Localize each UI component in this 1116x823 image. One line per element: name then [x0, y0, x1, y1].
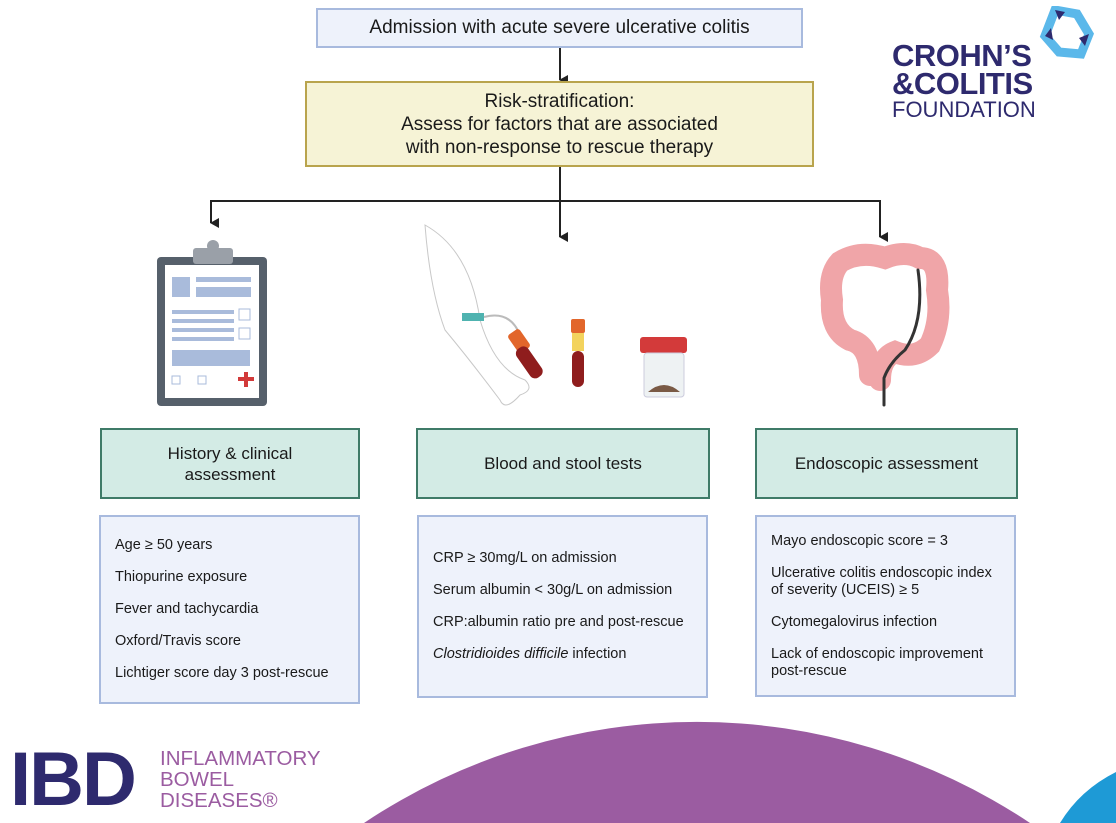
ibd-logo-text [160, 748, 321, 811]
list-item: Lack of endoscopic improvement post-rescue [771, 645, 983, 679]
admission-text: Admission with acute severe ulcerative colitis [369, 17, 750, 38]
list-item [433, 646, 692, 663]
category-title: Blood and stool tests [484, 454, 642, 473]
blood-stool-factors-list [417, 515, 708, 698]
ccf-logo [892, 38, 1036, 122]
clipboard-icon [157, 240, 267, 406]
ccf-logo-line: FOUNDATION [892, 97, 1036, 122]
list-item: Age ≥ 50 years [115, 537, 213, 553]
blood-tube-icon [571, 319, 585, 387]
list-item: CRP:albumin ratio pre and post-rescue [433, 614, 684, 630]
category-title: History & clinical assessment [167, 443, 293, 484]
category-history [100, 428, 360, 499]
purple-circle [364, 722, 1030, 823]
list-item-rest: infection [568, 646, 627, 662]
list-item: Mayo endoscopic score = 3 [771, 532, 948, 549]
list-item: CRP ≥ 30mg/L on admission [433, 550, 617, 566]
blue-circle [1060, 772, 1116, 823]
risk-title: Risk-stratification: [484, 90, 635, 112]
category-title: Endoscopic assessment [794, 454, 979, 473]
ccf-logo-line: CROHN’S [892, 38, 1032, 73]
list-item: Oxford/Travis score [115, 633, 241, 649]
endoscopic-factors-list [755, 515, 1016, 697]
ibd-logo-line: INFLAMMATORY [160, 747, 321, 770]
list-item: Thiopurine exposure [115, 569, 248, 585]
category-endoscopic [755, 428, 1018, 499]
admission-box [316, 8, 803, 48]
ccf-star-icon [1035, 6, 1095, 61]
iv-arm-icon [425, 225, 545, 405]
list-item: Serum albumin < 30g/L on admission [433, 582, 673, 598]
risk-line: with non-response to rescue therapy [405, 136, 714, 158]
ccf-logo-line: &COLITIS [892, 66, 1033, 101]
risk-stratification-box [305, 81, 814, 167]
stool-container-icon [640, 337, 687, 397]
ibd-logo-line: DISEASES® [160, 789, 278, 812]
category-blood-stool [416, 428, 710, 499]
history-factors-list [99, 515, 360, 704]
colon-endoscope-icon [831, 254, 938, 405]
ibd-logo-mark: IBD [10, 737, 135, 822]
list-item: Lichtiger score day 3 post-rescue [115, 665, 329, 681]
list-item: Cytomegalovirus infection [771, 613, 938, 630]
list-item: Ulcerative colitis endoscopic index of severity (UCEIS) ≥ 5 [771, 564, 992, 598]
organism-name: Clostridioides difficile [433, 646, 569, 662]
list-item: Fever and tachycardia [115, 601, 259, 617]
risk-line: Assess for factors that are associated [401, 113, 718, 135]
ibd-logo-line: BOWEL [160, 768, 235, 791]
